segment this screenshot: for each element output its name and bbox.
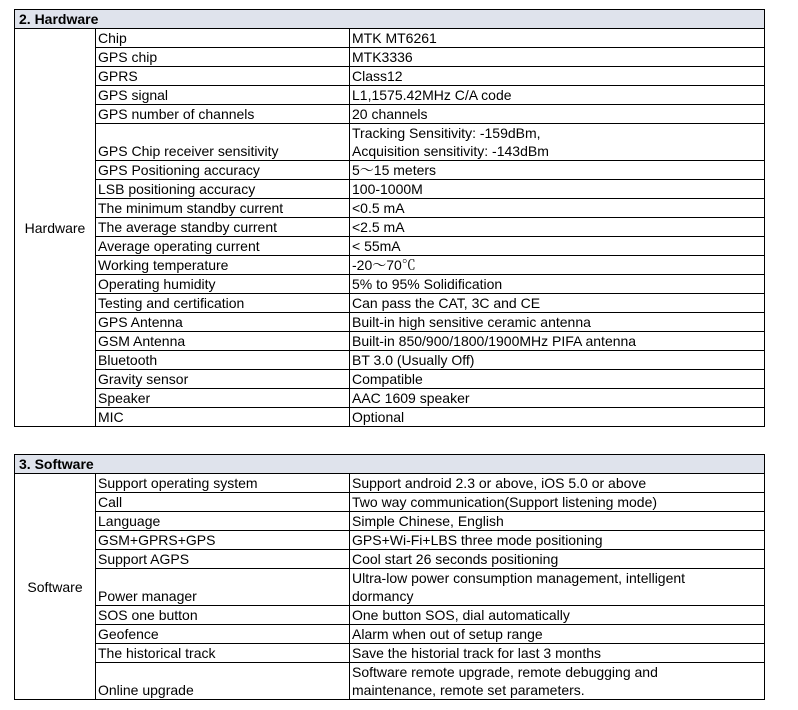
table-row — [15, 313, 765, 332]
table-row — [15, 531, 765, 550]
spec-value: GPS+Wi-Fi+LBS three mode positioning — [350, 531, 765, 550]
spec-value: BT 3.0 (Usually Off) — [350, 351, 765, 370]
hardware-table — [14, 9, 765, 427]
table-row — [15, 493, 765, 512]
table-row — [15, 663, 765, 700]
spec-value: 100-1000M — [350, 180, 765, 199]
table-row — [15, 161, 765, 180]
spec-value: One button SOS, dial automatically — [350, 606, 765, 625]
spec-value: 20 channels — [350, 105, 765, 124]
spec-name: Bluetooth — [96, 351, 350, 370]
table-row — [15, 29, 765, 48]
table-row — [15, 105, 765, 124]
spec-name: The minimum standby current — [96, 199, 350, 218]
spec-value: Can pass the CAT, 3C and CE — [350, 294, 765, 313]
spec-value: AAC 1609 speaker — [350, 389, 765, 408]
hardware-section — [14, 9, 764, 427]
table-row — [15, 86, 765, 105]
spec-name: The average standby current — [96, 218, 350, 237]
table-row — [15, 67, 765, 86]
table-row — [15, 180, 765, 199]
spec-name: GPS signal — [96, 86, 350, 105]
spec-name: GPS Positioning accuracy — [96, 161, 350, 180]
table-row — [15, 474, 765, 493]
spec-name: Geofence — [96, 625, 350, 644]
spec-value: Save the historial track for last 3 months — [350, 644, 765, 663]
table-row — [15, 256, 765, 275]
spec-value: < 55mA — [350, 237, 765, 256]
spec-name: Power manager — [96, 569, 350, 606]
spec-value: Optional — [350, 408, 765, 427]
table-row — [15, 389, 765, 408]
spec-name: GPS Antenna — [96, 313, 350, 332]
spec-value: <2.5 mA — [350, 218, 765, 237]
table-row — [15, 550, 765, 569]
spec-value: -20～70℃ — [350, 256, 765, 275]
table-row — [15, 218, 765, 237]
software-section-title: 3. Software — [15, 455, 765, 474]
spec-name: Support operating system — [96, 474, 350, 493]
table-row — [15, 606, 765, 625]
spec-name: GSM+GPRS+GPS — [96, 531, 350, 550]
spec-value: MTK MT6261 — [350, 29, 765, 48]
spec-value: Software remote upgrade, remote debugging and maintenance, remote set parameters. — [350, 663, 765, 700]
spec-name: The historical track — [96, 644, 350, 663]
spec-name: Call — [96, 493, 350, 512]
spec-name: Testing and certification — [96, 294, 350, 313]
spec-name: Operating humidity — [96, 275, 350, 294]
table-row — [15, 124, 765, 161]
spec-name: Language — [96, 512, 350, 531]
spec-name: GPS chip — [96, 48, 350, 67]
spec-name: Support AGPS — [96, 550, 350, 569]
spec-value: Built-in 850/900/1800/1900MHz PIFA antenna — [350, 332, 765, 351]
spec-value: L1,1575.42MHz C/A code — [350, 86, 765, 105]
spec-name: Chip — [96, 29, 350, 48]
spec-value: Support android 2.3 or above, iOS 5.0 or above — [350, 474, 765, 493]
spec-value: Cool start 26 seconds positioning — [350, 550, 765, 569]
spec-value: Simple Chinese, English — [350, 512, 765, 531]
table-row — [15, 275, 765, 294]
spec-name: SOS one button — [96, 606, 350, 625]
spec-value: MTK3336 — [350, 48, 765, 67]
spec-value: Compatible — [350, 370, 765, 389]
spec-name: Speaker — [96, 389, 350, 408]
software-category-label: Software — [15, 474, 96, 700]
spec-value: Ultra-low power consumption management, intelligent dormancy — [350, 569, 765, 606]
spec-name: GPS Chip receiver sensitivity — [96, 124, 350, 161]
hardware-section-title: 2. Hardware — [15, 10, 765, 29]
spec-name: Online upgrade — [96, 663, 350, 700]
spec-name: LSB positioning accuracy — [96, 180, 350, 199]
table-row — [15, 294, 765, 313]
spec-name: Gravity sensor — [96, 370, 350, 389]
spec-value: Two way communication(Support listening mode) — [350, 493, 765, 512]
spec-value: Tracking Sensitivity: -159dBm, Acquisition sensitivity: -143dBm — [350, 124, 765, 161]
table-row — [15, 408, 765, 427]
software-section — [14, 454, 764, 700]
table-row — [15, 351, 765, 370]
spec-name: GPS number of channels — [96, 105, 350, 124]
spec-value: Class12 — [350, 67, 765, 86]
spec-value: 5～15 meters — [350, 161, 765, 180]
spec-name: GPRS — [96, 67, 350, 86]
hardware-category-label: Hardware — [15, 29, 96, 427]
software-table — [14, 454, 765, 700]
table-row — [15, 569, 765, 606]
spec-value: 5% to 95% Solidification — [350, 275, 765, 294]
table-row — [15, 237, 765, 256]
table-row — [15, 625, 765, 644]
spec-value: Alarm when out of setup range — [350, 625, 765, 644]
table-row — [15, 644, 765, 663]
table-row — [15, 199, 765, 218]
spec-name: MIC — [96, 408, 350, 427]
table-row — [15, 370, 765, 389]
spec-value: <0.5 mA — [350, 199, 765, 218]
table-row — [15, 48, 765, 67]
spec-name: Average operating current — [96, 237, 350, 256]
spec-name: Working temperature — [96, 256, 350, 275]
spec-name: GSM Antenna — [96, 332, 350, 351]
table-row — [15, 512, 765, 531]
spec-value: Built-in high sensitive ceramic antenna — [350, 313, 765, 332]
table-row — [15, 332, 765, 351]
